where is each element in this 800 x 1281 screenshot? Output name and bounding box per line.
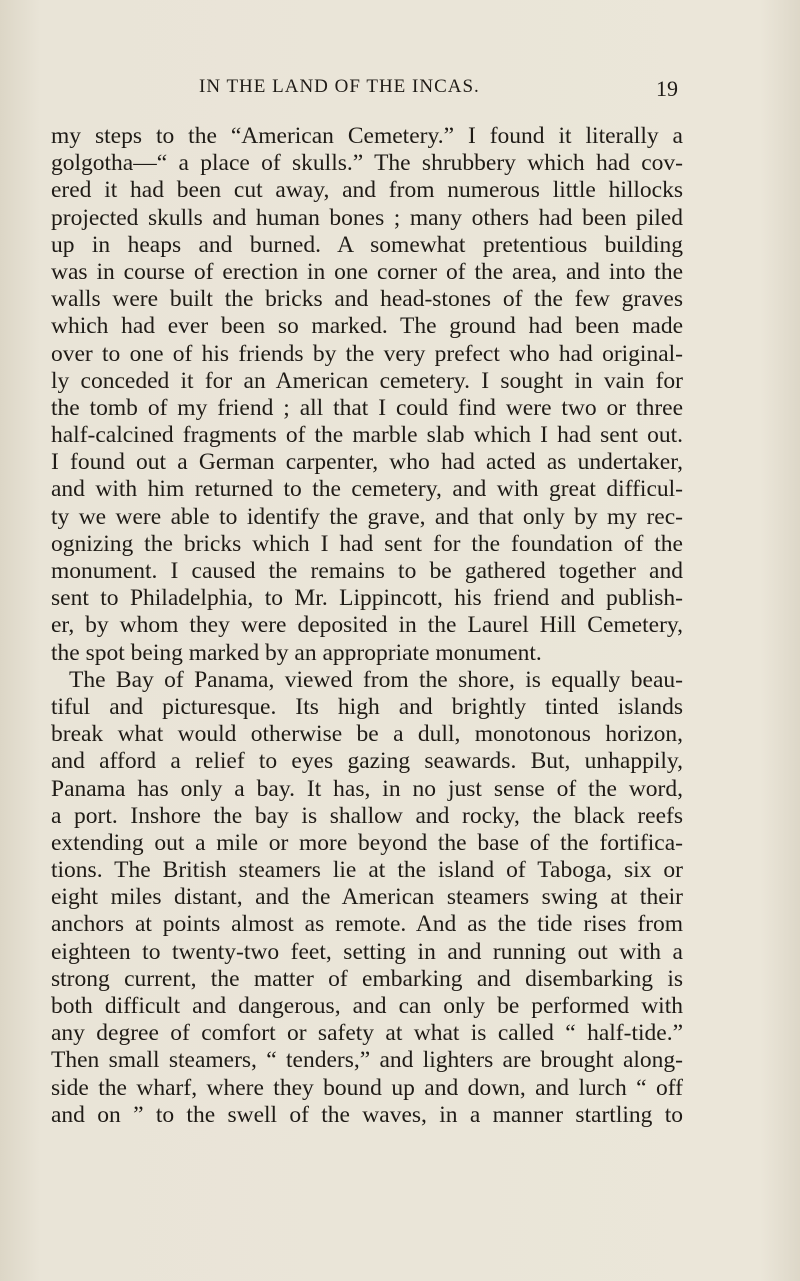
text-line: and with him returned to the cemetery, and with great difficul-	[51, 476, 683, 503]
text-line: up in heaps and burned. A somewhat pretentious building	[51, 231, 683, 258]
text-line: side the wharf, where they bound up and down, and lurch “ off	[51, 1074, 683, 1101]
text-line: tiful and picturesque. Its high and brightly tinted islands	[51, 693, 683, 720]
text-line: walls were built the bricks and head-stones of the few graves	[51, 286, 683, 313]
text-line: break what would otherwise be a dull, monotonous horizon,	[51, 721, 683, 748]
page-header	[0, 76, 800, 106]
text-line: my steps to the “American Cemetery.” I found it literally a	[51, 123, 683, 149]
text-line: ognizing the bricks which I had sent for the foundation of the	[51, 530, 683, 557]
text-line: over to one of his friends by the very prefect who had original-	[51, 340, 683, 367]
text-line: ered it had been cut away, and from numerous little hillocks	[51, 177, 683, 204]
text-line: and afford a relief to eyes gazing seawards. But, unhappily,	[51, 748, 683, 775]
text-line: and on ” to the swell of the waves, in a manner startling to	[51, 1101, 683, 1128]
text-line: strong current, the matter of embarking and disembarking is	[51, 965, 683, 992]
text-line: tions. The British steamers lie at the island of Taboga, six or	[51, 857, 683, 884]
text-line: er, by whom they were deposited in the Laurel Hill Cemetery,	[51, 612, 683, 639]
text-line: which had ever been so marked. The ground had been made	[51, 313, 683, 340]
text-line: ly conceded it for an American cemetery. I sought in vain for	[51, 367, 683, 394]
text-line: ty we were able to identify the grave, and that only by my rec-	[51, 503, 683, 530]
text-line: Panama has only a bay. It has, in no just sense of the word,	[51, 775, 683, 802]
page-number: 19	[656, 76, 678, 101]
text-line: projected skulls and human bones ; many others had been piled	[51, 204, 683, 231]
text-line: any degree of comfort or safety at what is called “ half-tide.”	[51, 1020, 683, 1047]
text-line: The Bay of Panama, viewed from the shore, is equally beau-	[69, 666, 683, 693]
text-line: monument. I caused the remains to be gathered together and	[51, 558, 683, 584]
text-line: eight miles distant, and the American steamers swing at their	[51, 884, 683, 911]
text-line: a port. Inshore the bay is shallow and rocky, the black reefs	[51, 802, 683, 829]
text-line: the spot being marked by an appropriate monument.	[51, 639, 542, 666]
text-line: the tomb of my friend ; all that I could find were two or three	[51, 394, 683, 421]
text-line: sent to Philadelphia, to Mr. Lippincott, his friend and publish-	[51, 585, 683, 612]
text-line: both difficult and dangerous, and can only be performed with	[51, 993, 683, 1019]
text-line: golgotha—“ a place of skulls.” The shrubbery which had cov-	[51, 150, 683, 177]
text-line: half-calcined fragments of the marble slab which I had sent out.	[51, 422, 683, 449]
text-line: Then small steamers, “ tenders,” and lighters are brought along-	[51, 1047, 683, 1074]
text-line: anchors at points almost as remote. And as the tide rises from	[51, 911, 683, 938]
running-head: IN THE LAND OF THE INCAS.	[199, 76, 480, 97]
body-text	[51, 123, 683, 1129]
text-line: I found out a German carpenter, who had acted as undertaker,	[51, 449, 683, 476]
text-line: was in course of erection in one corner of the area, and into the	[51, 258, 683, 285]
text-line: extending out a mile or more beyond the base of the fortifica-	[51, 829, 683, 856]
text-line: eighteen to twenty-two feet, setting in and running out with a	[51, 938, 683, 965]
